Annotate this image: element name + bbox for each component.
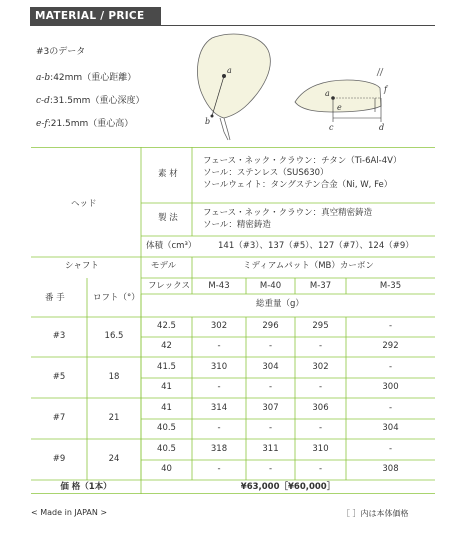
cell: 296 xyxy=(262,321,279,331)
row-num-9: #9 xyxy=(52,454,66,464)
cell: - xyxy=(318,423,323,433)
volume-label: 体積（cm³） xyxy=(146,241,197,251)
cell: 307 xyxy=(262,403,279,413)
club-head-top-diagram xyxy=(190,28,280,143)
cell: - xyxy=(388,403,393,413)
cell: 310 xyxy=(312,444,329,454)
cell: 302 xyxy=(210,321,228,331)
cell: - xyxy=(268,382,273,392)
flex-m37: M-37 xyxy=(309,281,332,291)
cell: 304 xyxy=(262,362,279,372)
row-len: 41 xyxy=(161,382,172,392)
shaft-label: シャフト xyxy=(65,261,99,271)
row-num-5: #5 xyxy=(52,372,66,382)
cell: 308 xyxy=(382,464,399,474)
head-label: ヘッド xyxy=(71,199,97,209)
cell: - xyxy=(268,464,273,474)
spec-table xyxy=(31,147,435,494)
cell: - xyxy=(388,444,393,454)
cell: 295 xyxy=(312,321,329,331)
row-len: 41.5 xyxy=(157,362,176,372)
material-line-2: ソール：ステンレス（SUS630） xyxy=(203,168,329,178)
row-len: 40.5 xyxy=(157,444,176,454)
row-loft-7: 21 xyxy=(108,413,120,423)
price-label: 価 格（1本） xyxy=(60,482,112,492)
price-note: ［ ］内は本体価格 xyxy=(342,509,409,518)
cell: - xyxy=(388,321,393,331)
cell: - xyxy=(318,341,323,351)
data-ef: e-f:21.5mm（重心高） xyxy=(36,119,134,129)
section-header: MATERIAL / PRICE xyxy=(30,7,161,26)
price-value: ¥63,000［¥60,000］ xyxy=(240,482,336,492)
data-title: #3のデータ xyxy=(36,47,86,57)
row-loft-3: 16.5 xyxy=(104,331,124,341)
manufacture-line-2: ソール：精密鋳造 xyxy=(203,220,271,230)
material-line-3: ソールウェイト：タングステン合金（Ni, W, Fe） xyxy=(203,180,393,190)
material-label: 素 材 xyxy=(158,169,178,179)
cell: 306 xyxy=(312,403,329,413)
cell: - xyxy=(268,423,273,433)
row-num-3: #3 xyxy=(52,331,66,341)
cell: - xyxy=(217,464,221,474)
made-in-japan: < Made in JAPAN > xyxy=(31,508,108,517)
label-e: e xyxy=(337,103,342,112)
label-a-side: a xyxy=(325,89,330,98)
label-b: b xyxy=(205,117,211,126)
manufacture-label: 製 法 xyxy=(158,213,178,223)
cell: - xyxy=(318,382,323,392)
row-loft-5: 18 xyxy=(108,372,120,382)
cell: - xyxy=(217,423,221,433)
cell: 292 xyxy=(382,341,399,351)
club-head-side-diagram xyxy=(285,66,395,138)
cell: 302 xyxy=(312,362,329,372)
label-c: c xyxy=(329,123,334,132)
loft-label: ロフト（°） xyxy=(93,293,140,303)
manufacture-line-1: フェース・ネック・クラウン：真空精密鋳造 xyxy=(203,208,373,218)
material-line-1: フェース・ネック・クラウン：チタン（Ti-6Al-4V） xyxy=(203,156,402,166)
model-value: ミディアムパット（MB）カーボン xyxy=(243,261,374,271)
cell: 314 xyxy=(210,403,228,413)
flex-m35: M-35 xyxy=(379,281,402,291)
row-num-7: #7 xyxy=(52,413,66,423)
cell: 311 xyxy=(262,444,279,454)
row-loft-9: 24 xyxy=(108,454,120,464)
row-len: 42 xyxy=(161,341,172,351)
label-a: a xyxy=(227,66,232,75)
cell: 300 xyxy=(382,382,399,392)
data-ab: a-b:42mm（重心距離） xyxy=(36,73,137,83)
cell: - xyxy=(268,341,273,351)
flex-m40: M-40 xyxy=(259,281,282,291)
number-label: 番 手 xyxy=(45,293,65,303)
cell: - xyxy=(318,464,323,474)
label-f: f xyxy=(384,85,387,94)
row-len: 42.5 xyxy=(157,321,176,331)
row-len: 41 xyxy=(161,403,172,413)
volume-value: 141（#3）、137（#5）、127（#7）、124（#9） xyxy=(218,241,414,251)
cell: 310 xyxy=(210,362,228,372)
cell: - xyxy=(388,362,393,372)
flex-label: フレックス xyxy=(148,281,190,291)
model-label: モデル xyxy=(151,261,177,271)
cell: 304 xyxy=(382,423,399,433)
data-cd: c-d:31.5mm（重心深度） xyxy=(36,96,145,106)
row-len: 40 xyxy=(161,464,172,474)
row-len: 40.5 xyxy=(157,423,176,433)
flex-m43: M-43 xyxy=(208,281,230,291)
cell: - xyxy=(217,341,221,351)
cell: 318 xyxy=(210,444,228,454)
point-b xyxy=(211,115,214,118)
weight-label: 総重量（g） xyxy=(256,299,304,309)
cell: - xyxy=(217,382,221,392)
label-d: d xyxy=(379,123,385,132)
header-rule xyxy=(161,25,435,26)
